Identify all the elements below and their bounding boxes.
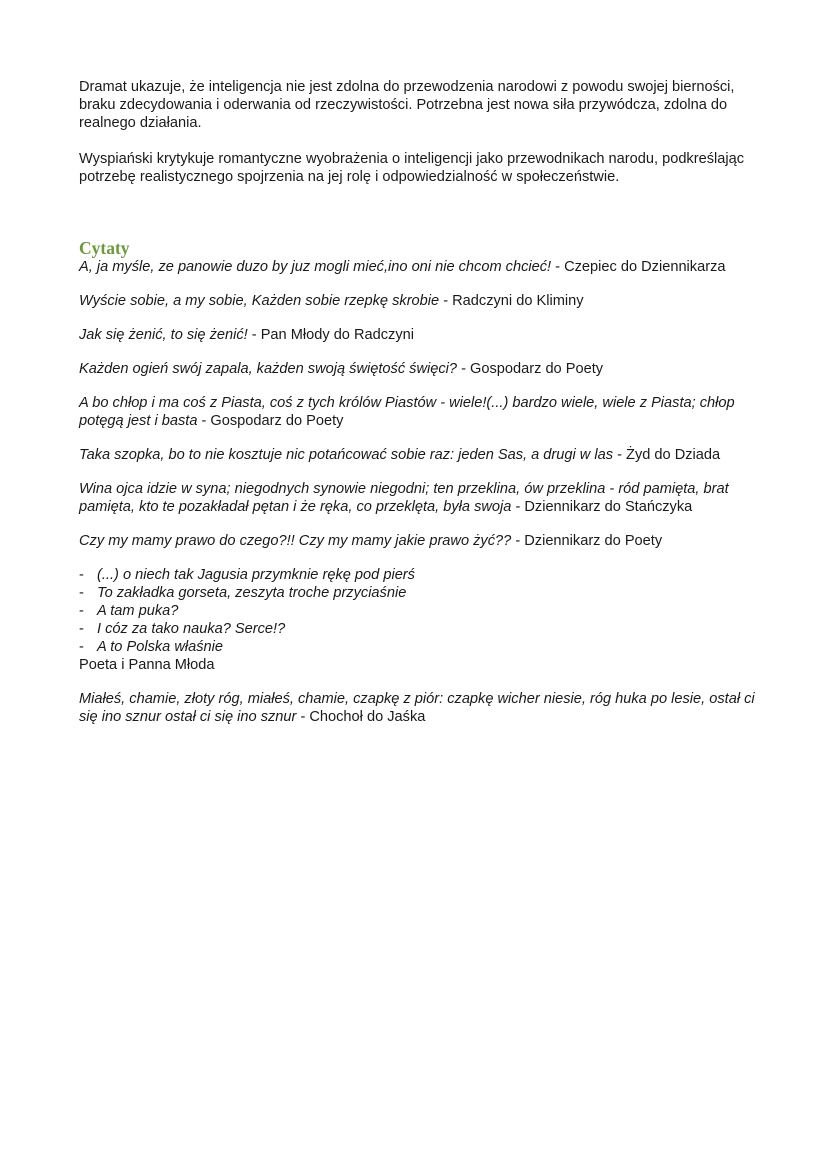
dash-bullet: -	[79, 621, 84, 637]
quote-item	[79, 690, 759, 726]
dash-bullet: -	[79, 603, 84, 619]
quote-attribution: - Gospodarz do Poety	[197, 413, 344, 429]
intro-paragraph-2: Wyspiański krytykuje romantyczne wyobrażenia o inteligencji jako przewodnikach narodu, podkreślając potrzebę realistycznego spojrzenia na jej rolę i odpowiedzialność w społeczeństwie.	[79, 151, 745, 185]
section-heading-cytaty: Cytaty	[79, 238, 130, 258]
quote-item	[79, 394, 759, 430]
dash-bullet: -	[79, 585, 84, 601]
dialog-line: - To zakładka gorseta, zeszyta troche przyciaśnie	[79, 585, 407, 601]
quote-attribution: - Żyd do Dziada	[613, 447, 721, 463]
quote-item	[79, 292, 759, 310]
quote-attribution: - Radczyni do Kliminy	[439, 293, 584, 309]
quote-attribution: - Dziennikarz do Stańczyka	[511, 499, 693, 515]
dialog-line: - (...) o niech tak Jagusia przymknie rękę pod pierś	[79, 567, 415, 583]
quote-text: Czy my mamy prawo do czego?!! Czy my mamy jakie prawo żyć??	[79, 533, 512, 549]
quote-attribution: - Pan Młody do Radczyni	[247, 327, 415, 343]
dialog-line: - A tam puka?	[79, 603, 179, 619]
quote-item	[79, 446, 759, 464]
quote-item	[79, 532, 759, 550]
quote-item	[79, 326, 759, 344]
dialog-list	[79, 566, 759, 656]
quote-text: A, ja myśle, ze panowie duzo by juz mogli mieć,ino oni nie chcom chcieć!	[79, 259, 552, 275]
quote-attribution: - Dziennikarz do Poety	[511, 533, 663, 549]
quote-attribution: - Chochoł do Jaśka	[296, 709, 426, 725]
quote-text: Taka szopka, bo to nie kosztuje nic potańcować sobie raz: jeden Sas, a drugi w las	[79, 447, 614, 463]
intro-paragraph-1: Dramat ukazuje, że inteligencja nie jest zdolna do przewodzenia narodowi z powodu swojej bierności, braku zdecydowania i oderwania od rzeczywistości. Potrzebna jest nowa siła przywódcza, zdolna do realnego działania.	[79, 79, 735, 131]
quote-text: Wina ojca idzie w syna; niegodnych synowie niegodni; ten przeklina, ów przeklina - ród pamięta, brat pamięta, kto te pozakładał pętan i że ręka, co przeklęta, była swoja	[79, 481, 729, 515]
quote-text: Każden ogień swój zapala, każden swoją świętość święci?	[79, 361, 458, 377]
quote-text: Jak się żenić, to się żenić!	[79, 327, 248, 343]
quote-text: Wyście sobie, a my sobie, Każden sobie rzepkę skrobie	[79, 293, 440, 309]
dash-bullet: -	[79, 639, 84, 655]
quote-item	[79, 360, 759, 378]
quote-attribution: - Gospodarz do Poety	[457, 361, 604, 377]
dialog-line: - I cóz za tako nauka? Serce!?	[79, 621, 286, 637]
dialog-attribution: Poeta i Panna Młoda	[79, 657, 215, 673]
dash-bullet: -	[79, 567, 84, 583]
quote-text: A bo chłop i ma coś z Piasta, coś z tych królów Piastów - wiele!(...) bardzo wiele, wiele z Piasta; chłop potęgą jest i basta	[79, 395, 735, 429]
quote-text: Miałeś, chamie, złoty róg, miałeś, chamie, czapkę z piór: czapkę wicher niesie, róg huka po lesie, ostał ci się ino sznur ostał ci się ino sznur	[79, 691, 755, 725]
quote-item	[79, 258, 759, 276]
quote-item	[79, 480, 759, 516]
dialog-line: - A to Polska właśnie	[79, 639, 223, 655]
quote-attribution: - Czepiec do Dziennikarza	[551, 259, 726, 275]
document-page	[79, 78, 759, 742]
